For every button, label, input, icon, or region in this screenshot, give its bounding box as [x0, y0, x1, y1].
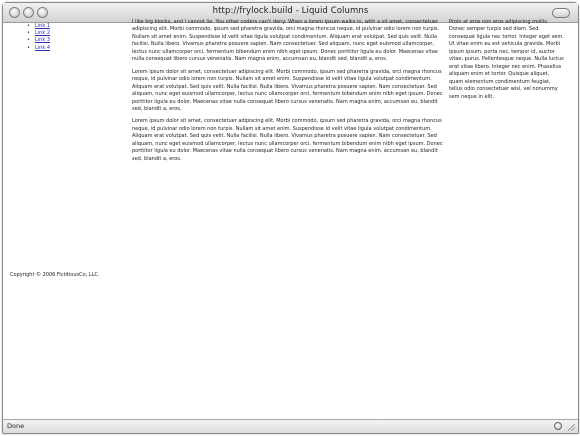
status-text: Done	[7, 422, 25, 430]
browser-window	[2, 2, 579, 434]
right-column	[449, 19, 565, 101]
resize-grip-icon[interactable]	[568, 424, 575, 431]
nav-item	[25, 30, 115, 37]
toolbar-toggle-button[interactable]	[552, 8, 570, 18]
main-column	[132, 19, 448, 168]
copyright-text: Copyright © 2006 FictitiousCo, LLC.	[10, 272, 100, 278]
nav-list	[25, 23, 115, 52]
page-content	[3, 19, 578, 419]
main-paragraph: I like big blocks, and I cannot lie. You other coders can't deny: When a lorem ipsum walks in, with a sit amet, consectetuer adipiscing elit. Morbi commodo, ipsum sed pharetra gravida, orci magna rhoncus neque, id pulvinar odio lorem non turpis. Nullam sit amet enim. Suspendisse id velit vitae ligula volutpat condimentum. Aliquam erat volutpat. Sed quis velit. Nulla facilisi. Nulla libero. Vivamus pharetra posuere sapien. Nam consectetuer. Sed aliquam, nunc eget euismod ullamcorper, lectus nunc ullamcorper orci, fermentum bibendum enim nibh eget ipsum. Donec porttitor ligula eu dolor. Maecenas vitae nulla consequat libero cursus venenatis. Nam magna enim, accumsan eu, blandit sed, blandit a, eros.	[132, 19, 440, 63]
security-globe-icon[interactable]	[554, 422, 562, 430]
nav-link-1[interactable]: Link 1	[35, 23, 51, 29]
right-column-text: Proin at eros non eros adipiscing mollis. Donec semper turpis sed diam. Sed consequat ligula nec tortor. Integer eget sem. Ut vitae enim eu est vehicula gravida. Morbi ipsum ipsum, porta nec, tempor id, auctor vitae, purus. Pellentesque neque. Nulla luctus erat vitae libero. Integer nec enim. Phasellus aliquam enim et tortor. Quisque aliquet, quam elementum condimentum feugiat, tellus odio consectetuer wisi, vel nonummy sem neque in elit.	[449, 19, 564, 100]
nav-link-2[interactable]: Link 2	[35, 30, 51, 37]
nav-link-3[interactable]: Link 3	[35, 37, 51, 44]
main-paragraph: Lorem ipsum dolor sit amet, consectetuer adipiscing elit. Morbi commodo, ipsum sed pharetra gravida, orci magna rhoncus neque, id pulvinar odio lorem non turpis. Nullam sit amet enim. Suspendisse id velit vitae ligula volutpat condimentum. Aliquam erat volutpat. Sed quis velit. Nulla facilisi. Nulla libero. Vivamus pharetra posuere sapien. Nam consectetuer. Sed aliquam, nunc eget euismod ullamcorper, lectus nunc ullamcorper orci, fermentum bibendum enim nibh eget ipsum. Donec porttitor ligula eu dolor. Maecenas vitae nulla consequat libero cursus venenatis. Nam magna enim, accumsan eu, blandit sed, blandit a, eros.	[132, 68, 443, 112]
main-paragraph: Lorem ipsum dolor sit amet, consectetuer adipiscing elit. Morbi commodo, ipsum sed pharetra gravida, orci magna rhoncus neque, id pulvinar odio lorem non turpis. Nullam sit amet enim. Suspendisse id velit vitae ligula volutpat condimentum. Aliquam erat volutpat. Sed quis velit. Nulla facilisi. Nulla libero. Vivamus pharetra posuere sapien. Nam consectetuer. Sed aliquam, nunc eget euismod ullamcorper, lectus nunc ullamcorper orci, fermentum bibendum enim nibh eget ipsum. Donec porttitor ligula eu dolor. Maecenas vitae nulla consequat libero cursus venenatis. Nam magna enim, accumsan eu, blandit sed, blandit a, eros.	[132, 118, 443, 162]
status-bar	[3, 419, 578, 433]
nav-link-4[interactable]: Link 4	[35, 44, 51, 51]
window-title: http://frylock.build - Liquid Columns	[212, 6, 369, 16]
nav-item	[25, 45, 115, 52]
nav-item	[25, 37, 115, 44]
nav-item	[25, 23, 115, 30]
